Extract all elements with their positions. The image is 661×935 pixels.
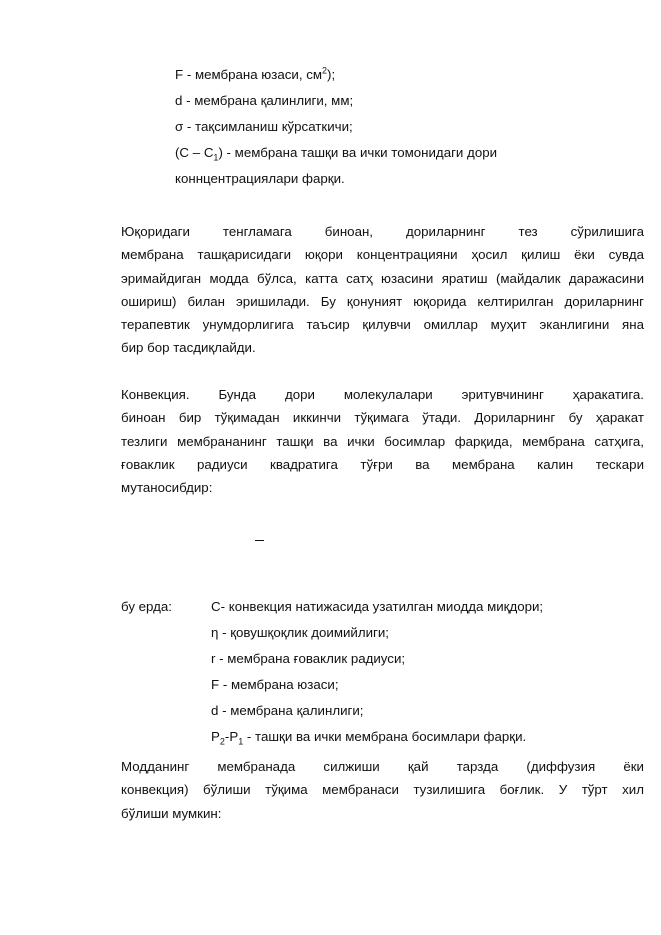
- def-pressure-difference: $P_2-P_1$ - ташқи ва ички мембрана босимлари фарқи.: [211, 729, 527, 747]
- def-viscosity: η - қовушқоқлик доимийлиги;: [211, 625, 389, 640]
- where-label: бу ерда:: [121, 599, 172, 614]
- def-area: F - мембрана юзаси, $см^2$);: [175, 65, 336, 82]
- paragraph-transfer-types: Модданинг мембранада силжиши қай тарзда (диффузия ёки конвекция) бўлиши тўқима мембранаси тузилишига боғлик. У тўрт хил бўлиши мумкин:: [121, 759, 644, 821]
- def-thickness: d - мембрана қалинлиги, мм;: [175, 93, 354, 108]
- def-membrane-thickness: d - мембрана қалинлиги;: [211, 703, 364, 718]
- def-concentration-cont: коннцентрациялари фарқи.: [175, 171, 345, 186]
- def-membrane-area: F - мембрана юзаси;: [211, 677, 339, 692]
- formula-fraction-bar: [255, 540, 264, 541]
- def-pore-radius: r - мембрана ғоваклик радиуси;: [211, 651, 406, 666]
- def-convection-amount: С- конвекция натижасида узатилган миодда миқдори;: [211, 599, 544, 614]
- paragraph-convection: Конвекция. Бунда дори молекулалари эритувчининг ҳаракатига. биноан бир тўқимадан иккинчи тўқимага ўтади. Дориларнинг бу ҳаракат тезлиги мембрананинг ташқи ва ички босимлар фарқида, мембрана сатҳига, ғоваклик радиуси квадратига тўғри ва мембрана калин тескари мутаносибдир:: [121, 387, 644, 496]
- paragraph-diffusion: Юқоридаги тенгламага биноан, дориларнинг тез сўрилишига мембрана ташқарисидаги юқори концентрацияни ҳосил қилиш ёки сувда эримайдиган модда бўлса, катта сатҳ юзасини яратиш (майдалик даражасини ошириш) билан эришилади. Бу қонуният юқорида келтирилган дориларнинг терапевтик унумдорлигига таъсир қилувчи омиллар муҳит эканлигини яна бир бор тасдиқлайди.: [121, 224, 644, 356]
- def-concentration: $(С - С_1)$ - мембрана ташқи ва ички томонидаги дори: [175, 145, 498, 163]
- def-distribution: σ - тақсимланиш кўрсаткичи;: [175, 119, 353, 134]
